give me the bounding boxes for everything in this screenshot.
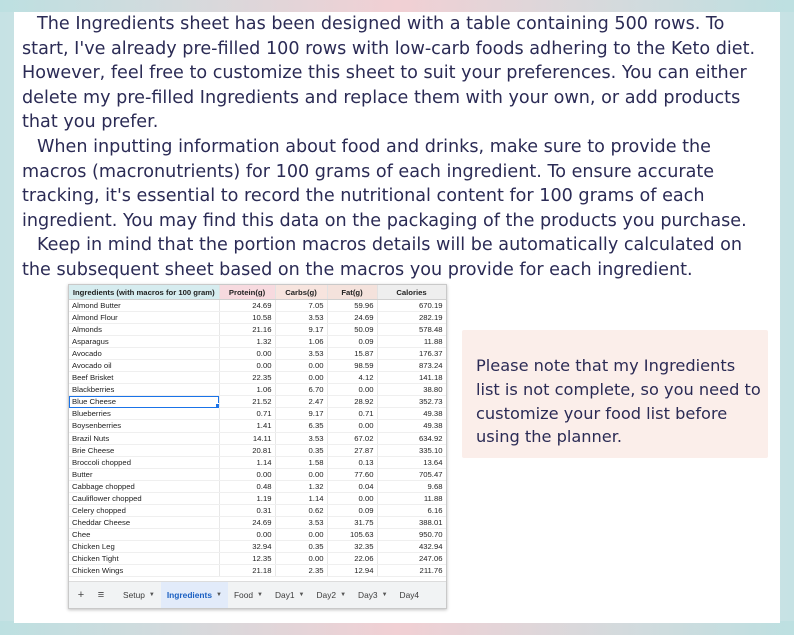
table-row (69, 408, 446, 420)
cell-calories[interactable]: 11.88 (377, 492, 446, 504)
cell-carbs[interactable]: 3.53 (275, 348, 327, 360)
cell-ingredient[interactable]: Avocado (69, 348, 219, 360)
cell-fat[interactable]: 0.09 (327, 336, 377, 348)
cell-protein[interactable]: 0.48 (219, 480, 275, 492)
tab-label: Day3 (358, 590, 378, 600)
cell-fat[interactable]: 0.00 (327, 420, 377, 432)
cell-carbs[interactable]: 1.14 (275, 492, 327, 504)
cell-ingredient[interactable]: Chicken Tight (69, 552, 219, 564)
top-decorative-border (0, 0, 794, 12)
cell-carbs[interactable]: 1.32 (275, 480, 327, 492)
spreadsheet-screenshot (68, 284, 447, 609)
table-row (69, 432, 446, 444)
table-row (69, 360, 446, 372)
tab-label: Day4 (399, 590, 420, 600)
cell-protein[interactable]: 10.58 (219, 312, 275, 324)
tab-label: Ingredients (166, 590, 212, 600)
cell-protein[interactable]: 0.71 (219, 408, 275, 420)
cell-calories[interactable]: 38.80 (377, 384, 446, 396)
table-row (69, 420, 446, 432)
cell-carbs[interactable]: 0.62 (275, 504, 327, 516)
cell-ingredient[interactable]: Almond Flour (69, 312, 219, 324)
cell-fat[interactable]: 15.87 (327, 348, 377, 360)
table-row (69, 528, 446, 540)
cell-carbs[interactable]: 0.00 (275, 528, 327, 540)
cell-calories[interactable]: 247.06 (377, 552, 446, 564)
cell-carbs[interactable]: 7.05 (275, 300, 327, 312)
cell-protein[interactable]: 20.81 (219, 444, 275, 456)
cell-protein[interactable]: 32.94 (219, 540, 275, 552)
cell-calories[interactable]: 13.64 (377, 456, 446, 468)
header-ingredients[interactable]: Ingredients (with macros for 100 gram) (69, 285, 219, 300)
cell-ingredient[interactable]: Cheddar Cheese (69, 516, 219, 528)
table-row (69, 552, 446, 564)
table-row (69, 396, 446, 408)
table-row (69, 336, 446, 348)
chevron-down-icon: ▼ (148, 592, 155, 598)
table-row (69, 504, 446, 516)
sheet-tab-bar (69, 581, 446, 608)
tab-setup[interactable] (117, 582, 161, 608)
cell-fat[interactable]: 31.75 (327, 516, 377, 528)
cell-calories[interactable]: 950.70 (377, 528, 446, 540)
cell-carbs[interactable]: 3.53 (275, 312, 327, 324)
tab-ingredients[interactable] (161, 582, 228, 608)
chevron-down-icon: ▼ (298, 592, 305, 598)
cell-protein[interactable]: 1.41 (219, 420, 275, 432)
table-row (69, 348, 446, 360)
cell-calories[interactable]: 578.48 (377, 324, 446, 336)
tab-label: Day1 (274, 590, 295, 600)
cell-ingredient[interactable]: Chicken Leg (69, 540, 219, 552)
intro-text (22, 12, 774, 283)
tab-food[interactable] (228, 582, 269, 608)
table-row (69, 468, 446, 480)
cell-ingredient[interactable]: Butter (69, 468, 219, 480)
cell-carbs[interactable]: 1.58 (275, 456, 327, 468)
cell-carbs[interactable]: 9.17 (275, 324, 327, 336)
tab-label: Food (233, 590, 254, 600)
cell-ingredient[interactable]: Boysenberries (69, 420, 219, 432)
note-text: Please note that my Ingredients list is not complete, so you need to customize your food list before using the planner. (476, 356, 761, 447)
cell-ingredient[interactable]: Chee (69, 528, 219, 540)
tab-day3[interactable] (352, 582, 394, 608)
cell-protein[interactable]: 0.00 (219, 360, 275, 372)
table-row (69, 492, 446, 504)
cell-protein[interactable]: 0.31 (219, 504, 275, 516)
table-body (69, 300, 446, 577)
cell-fat[interactable]: 32.35 (327, 540, 377, 552)
cell-ingredient[interactable]: Brie Cheese (69, 444, 219, 456)
cell-carbs[interactable]: 3.53 (275, 516, 327, 528)
cell-calories[interactable]: 705.47 (377, 468, 446, 480)
cell-fat[interactable]: 4.12 (327, 372, 377, 384)
cell-fat[interactable]: 77.60 (327, 468, 377, 480)
cell-carbs[interactable]: 6.35 (275, 420, 327, 432)
tab-day2[interactable] (311, 582, 353, 608)
sheet-tab-list (117, 582, 425, 608)
table-row (69, 444, 446, 456)
cell-calories[interactable]: 432.94 (377, 540, 446, 552)
cell-carbs[interactable]: 3.53 (275, 432, 327, 444)
header-fat[interactable]: Fat(g) (327, 285, 377, 300)
table-row (69, 565, 446, 577)
cell-protein[interactable]: 1.14 (219, 456, 275, 468)
cell-protein[interactable]: 12.35 (219, 552, 275, 564)
table-row (69, 312, 446, 324)
cell-protein[interactable]: 21.52 (219, 396, 275, 408)
cell-protein[interactable]: 0.00 (219, 528, 275, 540)
cell-fat[interactable]: 0.04 (327, 480, 377, 492)
cell-fat[interactable]: 0.09 (327, 504, 377, 516)
cell-carbs[interactable]: 0.00 (275, 360, 327, 372)
cell-ingredient[interactable]: Almond Butter (69, 300, 219, 312)
intro-paragraph-3: Keep in mind that the portion macros details will be automatically calculated on the subsequent sheet based on the macros you provide for each ingredient. (22, 235, 743, 280)
table-row (69, 516, 446, 528)
all-sheets-menu-icon[interactable]: ≡ (97, 589, 105, 601)
cell-protein[interactable]: 24.69 (219, 300, 275, 312)
cell-carbs[interactable]: 1.06 (275, 336, 327, 348)
cell-ingredient[interactable]: Chicken Wings (69, 565, 219, 577)
cell-ingredient[interactable]: Avocado oil (69, 360, 219, 372)
cell-ingredient[interactable]: Almonds (69, 324, 219, 336)
table-row (69, 456, 446, 468)
intro-paragraph (22, 233, 774, 282)
cell-protein[interactable]: 21.16 (219, 324, 275, 336)
intro-paragraph-2: When inputting information about food and drinks, make sure to provide the macros (macronutrients) for 100 grams of each ingredient. To ensure accurate tracking, it's essential to record the nutritional content for 100 grams of each ingredient. You may find this data on the packaging of the products you purchase. (22, 136, 747, 231)
cell-protein[interactable]: 0.00 (219, 468, 275, 480)
cell-calories[interactable]: 873.24 (377, 360, 446, 372)
tab-day4[interactable] (394, 582, 426, 608)
cell-calories[interactable]: 211.76 (377, 565, 446, 577)
cell-carbs[interactable]: 0.00 (275, 468, 327, 480)
header-calories[interactable]: Calories (377, 285, 446, 300)
cell-fat[interactable]: 67.02 (327, 432, 377, 444)
cell-ingredient[interactable]: Cabbage chopped (69, 480, 219, 492)
cell-ingredient[interactable]: Brazil Nuts (69, 432, 219, 444)
intro-paragraph-1: The Ingredients sheet has been designed with a table containing 500 rows. To start, I've already pre-filled 100 rows with low-carb foods adhering to the Keto diet. However, feel free to customize this sheet to suit your preferences. You can either delete my pre-filled Ingredients and replace them with your own, or add products that you prefer. (22, 14, 756, 133)
cell-ingredient[interactable]: Blackberries (69, 384, 219, 396)
header-carbs[interactable]: Carbs(g) (275, 285, 327, 300)
cell-fat[interactable]: 98.59 (327, 360, 377, 372)
cell-carbs[interactable]: 6.70 (275, 384, 327, 396)
cell-carbs[interactable]: 9.17 (275, 408, 327, 420)
cell-fat[interactable]: 0.13 (327, 456, 377, 468)
chevron-down-icon: ▼ (340, 592, 347, 598)
cell-calories[interactable]: 352.73 (377, 396, 446, 408)
cell-fat[interactable]: 59.96 (327, 300, 377, 312)
cell-calories[interactable]: 282.19 (377, 312, 446, 324)
tab-day1[interactable] (269, 582, 311, 608)
cell-protein[interactable]: 22.35 (219, 372, 275, 384)
table-row (69, 384, 446, 396)
cell-protein[interactable]: 1.32 (219, 336, 275, 348)
cell-fat[interactable]: 0.71 (327, 408, 377, 420)
cell-carbs[interactable]: 2.47 (275, 396, 327, 408)
cell-calories[interactable]: 6.16 (377, 504, 446, 516)
cell-carbs[interactable]: 0.35 (275, 444, 327, 456)
cell-calories[interactable]: 388.01 (377, 516, 446, 528)
cell-calories[interactable]: 176.37 (377, 348, 446, 360)
cell-protein[interactable]: 21.18 (219, 565, 275, 577)
cell-fat[interactable]: 12.94 (327, 565, 377, 577)
chevron-down-icon: ▼ (215, 592, 222, 598)
cell-ingredient[interactable]: Celery chopped (69, 504, 219, 516)
tab-label: Setup (123, 590, 145, 600)
cell-fat[interactable]: 50.09 (327, 324, 377, 336)
tab-label: Day2 (316, 590, 337, 600)
cell-fat[interactable]: 27.87 (327, 444, 377, 456)
cell-protein[interactable]: 0.00 (219, 348, 275, 360)
cell-ingredient[interactable]: Blueberries (69, 408, 219, 420)
add-sheet-icon[interactable]: + (77, 589, 85, 601)
header-protein[interactable]: Protein(g) (219, 285, 275, 300)
cell-calories[interactable]: 49.38 (377, 408, 446, 420)
fill-handle[interactable] (215, 403, 220, 408)
table-row (69, 372, 446, 384)
cell-fat[interactable]: 105.63 (327, 528, 377, 540)
cell-ingredient[interactable]: Asparagus (69, 336, 219, 348)
intro-paragraph (22, 12, 774, 135)
table-row (69, 480, 446, 492)
chevron-down-icon: ▼ (381, 592, 388, 598)
cell-carbs[interactable]: 2.35 (275, 565, 327, 577)
cell-calories[interactable]: 49.38 (377, 420, 446, 432)
cell-fat[interactable]: 22.06 (327, 552, 377, 564)
ingredients-table (69, 285, 447, 577)
cell-calories[interactable]: 11.88 (377, 336, 446, 348)
cell-fat[interactable]: 28.92 (327, 396, 377, 408)
cell-protein[interactable]: 1.19 (219, 492, 275, 504)
table-row (69, 540, 446, 552)
cell-protein[interactable]: 1.06 (219, 384, 275, 396)
chevron-down-icon: ▼ (257, 592, 263, 598)
intro-paragraph (22, 135, 774, 233)
note-box (462, 330, 768, 458)
cell-ingredient[interactable]: Cauliflower chopped (69, 492, 219, 504)
cell-fat[interactable]: 0.00 (327, 492, 377, 504)
cell-ingredient[interactable]: Beef Brisket (69, 372, 219, 384)
table-row (69, 300, 446, 312)
bottom-decorative-border (0, 621, 794, 635)
cell-carbs[interactable]: 0.35 (275, 540, 327, 552)
cell-protein[interactable]: 24.69 (219, 516, 275, 528)
selected-cell[interactable]: Blue Cheese (69, 396, 219, 408)
cell-carbs[interactable]: 0.00 (275, 552, 327, 564)
cell-calories[interactable]: 9.68 (377, 480, 446, 492)
cell-calories[interactable]: 634.92 (377, 432, 446, 444)
cell-fat[interactable]: 24.69 (327, 312, 377, 324)
cell-carbs[interactable]: 0.00 (275, 372, 327, 384)
cell-protein[interactable]: 14.11 (219, 432, 275, 444)
cell-calories[interactable]: 141.18 (377, 372, 446, 384)
table-row (69, 324, 446, 336)
cell-fat[interactable]: 0.00 (327, 384, 377, 396)
cell-calories[interactable]: 670.19 (377, 300, 446, 312)
cell-ingredient[interactable]: Broccoli chopped (69, 456, 219, 468)
table-header-row (69, 285, 446, 300)
cell-calories[interactable]: 335.10 (377, 444, 446, 456)
